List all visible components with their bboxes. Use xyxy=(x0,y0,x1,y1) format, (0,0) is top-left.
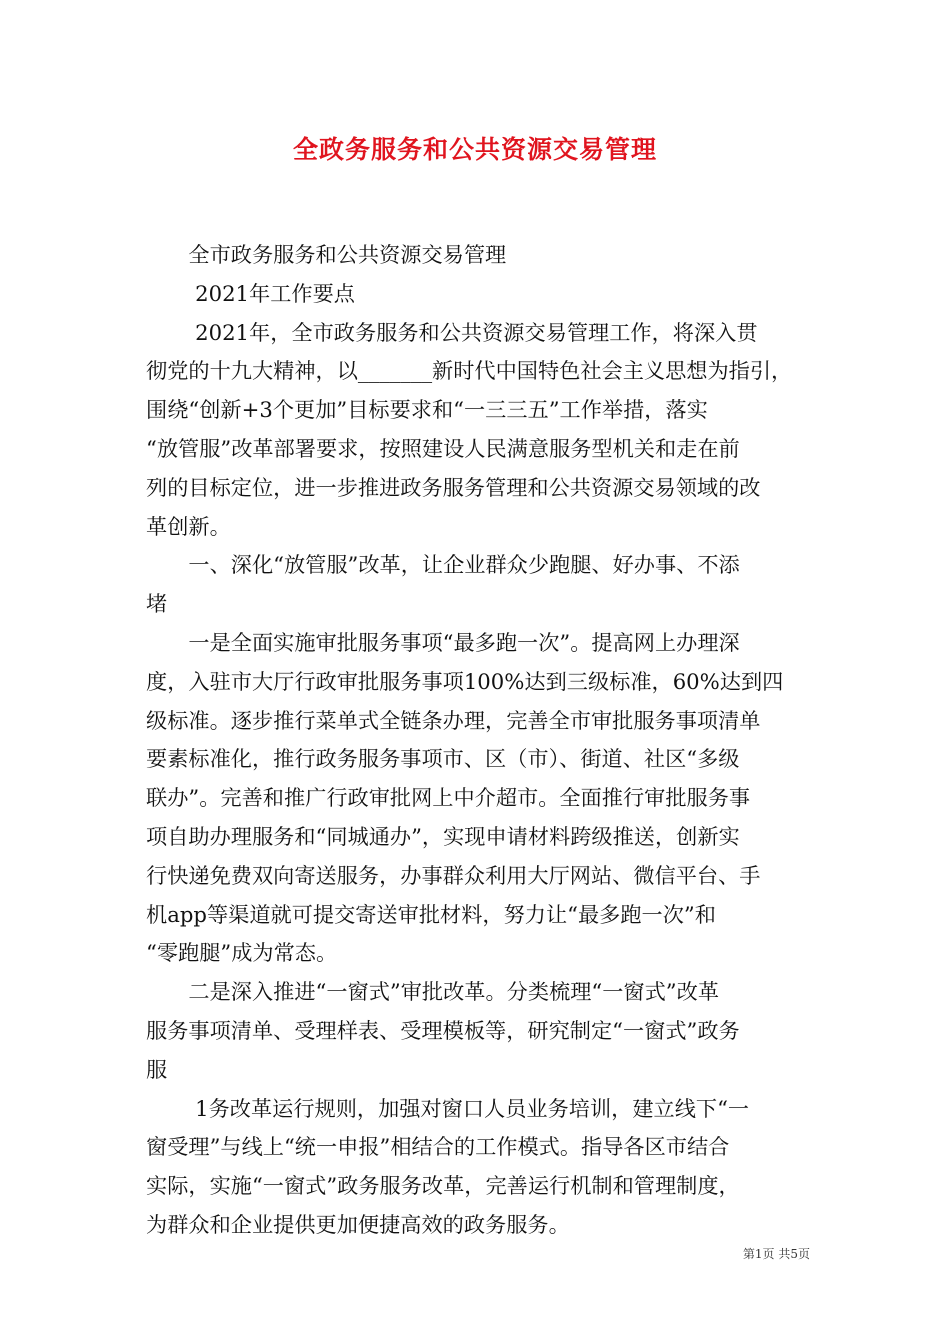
body-line: 为群众和企业提供更加便捷高效的政务服务。 xyxy=(146,1211,570,1237)
page-number: 第1页 共5页 xyxy=(742,1247,810,1261)
body-line: 革创新。 xyxy=(146,513,231,539)
body-line: 度，入驻市大厅行政审批服务事项100%达到三级标准，60%达到四 xyxy=(146,668,784,694)
body-line: 彻党的十九大精神，以_______新时代中国特色社会主义思想为指引， xyxy=(146,358,793,384)
body-line: 堵 xyxy=(146,591,168,617)
body-line: “放管服”改革部署要求，按照建设人民满意服务型机关和走在前 xyxy=(146,435,740,461)
body-line: 级标准。逐步推行菜单式全链条办理，完善全市审批服务事项清单 xyxy=(146,707,761,733)
body-line: 联办”。完善和推广行政审批网上中介超市。全面推行审批服务事 xyxy=(146,785,751,811)
body-line: 围绕“创新+3个更加”目标要求和“一三三五”工作举措，落实 xyxy=(146,397,708,423)
body-line: 二是深入推进“一窗式”审批改革。分类梳理“一窗式”改革 xyxy=(146,979,720,1005)
document-title: 全政务服务和公共资源交易管理 xyxy=(292,135,657,164)
body-line: “零跑腿”成为常态。 xyxy=(146,940,338,966)
body-line: 行快递免费双向寄送服务，办事群众利用大厅网站、微信平台、手 xyxy=(146,862,761,888)
body-line: 窗受理”与线上“统一申报”相结合的工作模式。指导各区市结合 xyxy=(146,1134,730,1160)
body-line: 一、深化“放管服”改革，让企业群众少跑腿、好办事、不添 xyxy=(146,552,740,578)
body-line: 实际，实施“一窗式”政务服务改革，完善运行机制和管理制度， xyxy=(146,1173,740,1199)
body-line: 要素标准化，推行政务服务事项市、区（市）、街道、社区“多级 xyxy=(146,746,740,772)
body-line: 项自助办理服务和“同城通办”，实现申请材料跨级推送，创新实 xyxy=(146,823,740,849)
body-line: 服 xyxy=(146,1056,168,1082)
body-line: 2021年，全市政务服务和公共资源交易管理工作，将深入贯 xyxy=(146,319,758,345)
body-line: 全市政务服务和公共资源交易管理 xyxy=(146,242,507,267)
body-line: 服务事项清单、受理样表、受理模板等，研究制定“一窗式”政务 xyxy=(146,1017,740,1043)
body-line: 2021年工作要点 xyxy=(146,280,355,306)
body-line: 1务改革运行规则，加强对窗口人员业务培训，建立线下“一 xyxy=(146,1095,750,1121)
body-line: 一是全面实施审批服务事项“最多跑一次”。提高网上办理深 xyxy=(146,629,740,655)
body-line: 机app等渠道就可提交寄送审批材料，努力让“最多跑一次”和 xyxy=(146,901,716,927)
document-body xyxy=(146,236,812,1245)
body-line: 列的目标定位，进一步推进政务服务管理和公共资源交易领域的改 xyxy=(146,474,761,500)
